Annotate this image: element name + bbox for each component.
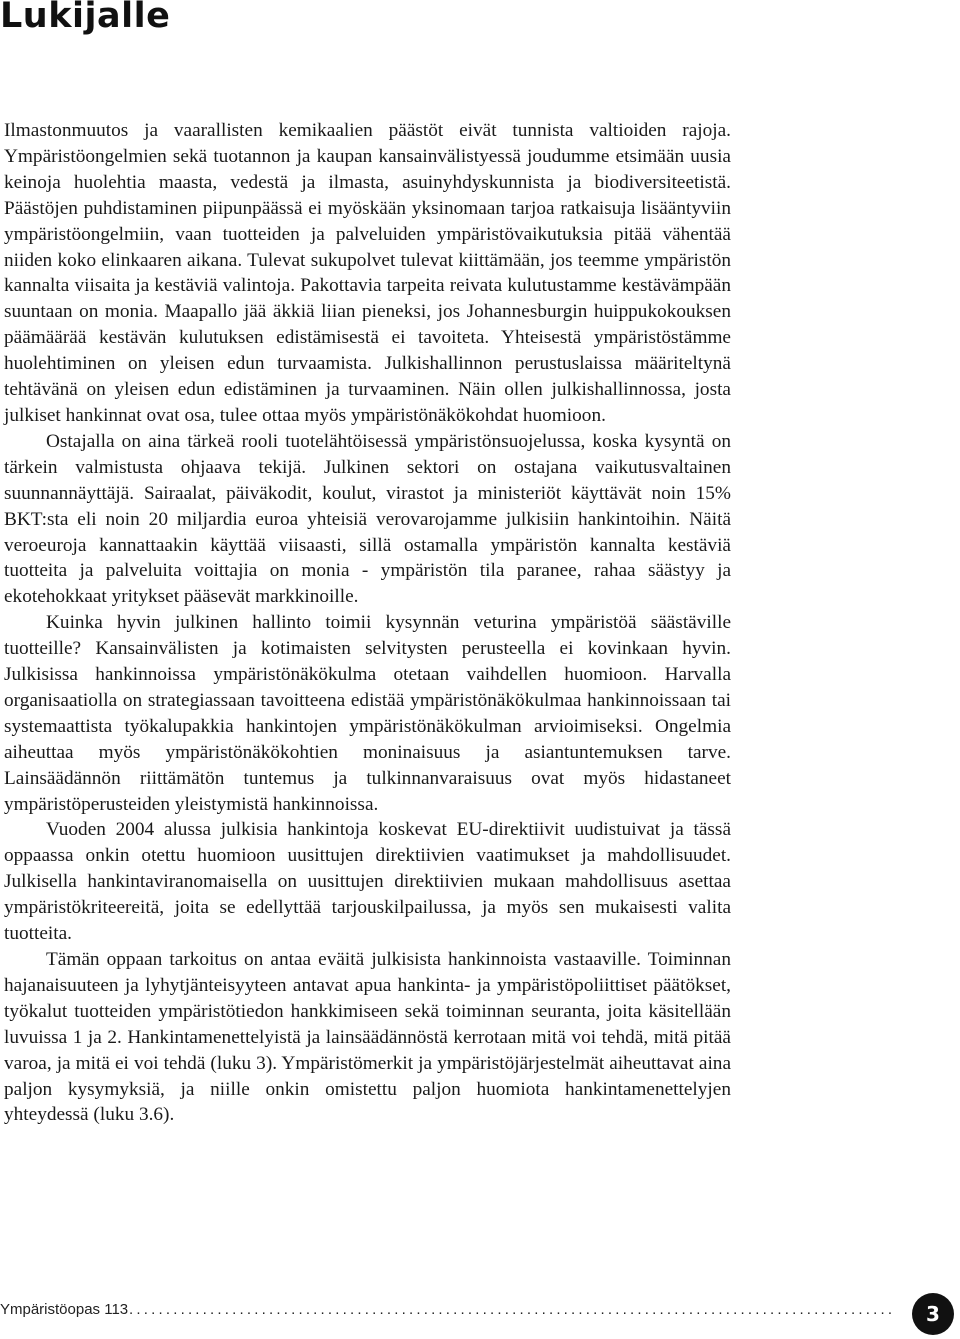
page-number: 3	[926, 1302, 940, 1326]
footer-publication-label: Ympäristöopas 113	[0, 1301, 129, 1318]
paragraph-2: Ostajalla on aina tärkeä rooli tuotelähtöisessä ympäristönsuojelussa, koska kysyntä on tärkein valmistusta ohjaava tekijä. Julkinen sektori on ostajana vaikutusvaltainen suunnannäyttäjä. Sairaalat, päiväkodit, koulut, virastot ja ministeriöt käyttävät noin 15% BKT:sta eli noin 20 miljardia euroa yhteisiä verovarojamme julkisiin hankintoihin. Näitä veroeuroja kannattaakin käyttää viisaasti, sillä ostamalla ympäristön kannalta kestäviä tuotteita ja palveluita voittajia on monia - ympäristön tila paranee, rahaa säästyy ja ekotehokkaat yritykset pääsevät markkinoille.	[4, 430, 731, 608]
footer-dot-leader: ........................................................................................................	[129, 1301, 896, 1318]
paragraph-5: Tämän oppaan tarkoitus on antaa eväitä julkisista hankinnoista vastaaville. Toiminnan hajanaisuuteen ja lyhytjänteisyyteen antavat apua hankinta- ja ympäristöpoliittiset päätökset, työkalut tuotteiden ympäristötiedon hankkimiseen sekä toiminnan seuranta, joita käsitellään luvuissa 1 ja 2. Hankintamenettelyistä ja lainsäädännöstä kerrotaan mitä voi tehdä, mitä pitää varoa, ja mitä ei voi tehdä (luku 3). Ympäristömerkit ja ympäristöjärjestelmät aiheuttavat aina paljon kysymyksiä, ja niille onkin omistettu paljon huomiota hankintamenettelyjen yhteydessä (luku 3.6).	[4, 949, 731, 1126]
page-number-badge	[912, 1293, 954, 1335]
paragraph-3: Kuinka hyvin julkinen hallinto toimii kysynnän veturina ympäristöä säästäville tuotteille? Kansainvälisten ja kotimaisten selvitysten perusteella ei kovinkaan hyvin. Julkisissa hankinnoissa ympäristönäkökulma otetaan vaihdellen huomioon. Harvalla organisaatiolla on strategiassaan tavoitteena edistää ympäristönäkökulmaa hankinnoissaan tai systemaattista työkalupakkia hankintojen ympäristönäkökulman arvioimiseksi. Ongelmia aiheuttaa myös ympäristönäkökohtien moninaisuus ja asiantuntemuksen tarve. Lainsäädännön riittämätön tuntemus ja tulkinnanvaraisuus ovat myös hidastaneet ympäristöperusteiden yleistymistä hankinnoissa.	[4, 612, 731, 815]
paragraph-4: Vuoden 2004 alussa julkisia hankintoja koskevat EU-direktiivit uudistuivat ja tässä oppaassa onkin otettu huomioon uusittujen direktiivien vaatimukset ja mahdollisuudet. Julkisella hankintaviranomaisella on uusittujen direktiivien mukaan mahdollisuus asettaa ympäristökriteereitä, joita se edellyttää tarjouskilpailussa, ja myös sen mukaisesti valita tuotteita.	[4, 819, 731, 945]
page-footer	[0, 1300, 960, 1332]
paragraph-1: Ilmastonmuutos ja vaarallisten kemikaalien päästöt eivät tunnista valtioiden rajoja. Ympäristöongelmien sekä tuotannon ja kaupan kansainvälistyessä joudumme etsimään uusia keinoja huolehtia maasta, vedestä ja ilmasta, asuinyhdyskunnista ja biodiversiteetistä. Päästöjen puhdistaminen piipunpäässä ei myöskään yksinomaan tarjoa ratkaisuja lisääntyviin ympäristöongelmiin, vaan tuotteiden ja palveluiden ympäristövaikutuksia pitää vähentää niiden koko elinkaaren aikana. Tulevat sukupolvet tulevat kiittämään, jos teemme ympäristön kannalta viisaita ja kestäviä valintoja. Pakottavia tarpeita reivata kulutustamme kestävämpään suuntaan on monia. Maapallo jää äkkiä liian pieneksi, jos Johannesburgin huippukokouksen päämäärää kestävän kulutuksen edistämisestä ei tavoiteta. Yhteisestä ympäristöstämme huolehtiminen on yleisen edun turvaamista. Julkishallinnon perustuslaissa määriteltynä tehtävänä on yleisen edun edistäminen ja turvaaminen. Näin ollen julkishallinnossa, josta julkiset hankinnat ovat osa, tulee ottaa myös ympäristönäkökohdat huomioon.	[4, 120, 731, 426]
body-text	[4, 118, 731, 1128]
page-title: Lukijalle	[0, 0, 171, 36]
